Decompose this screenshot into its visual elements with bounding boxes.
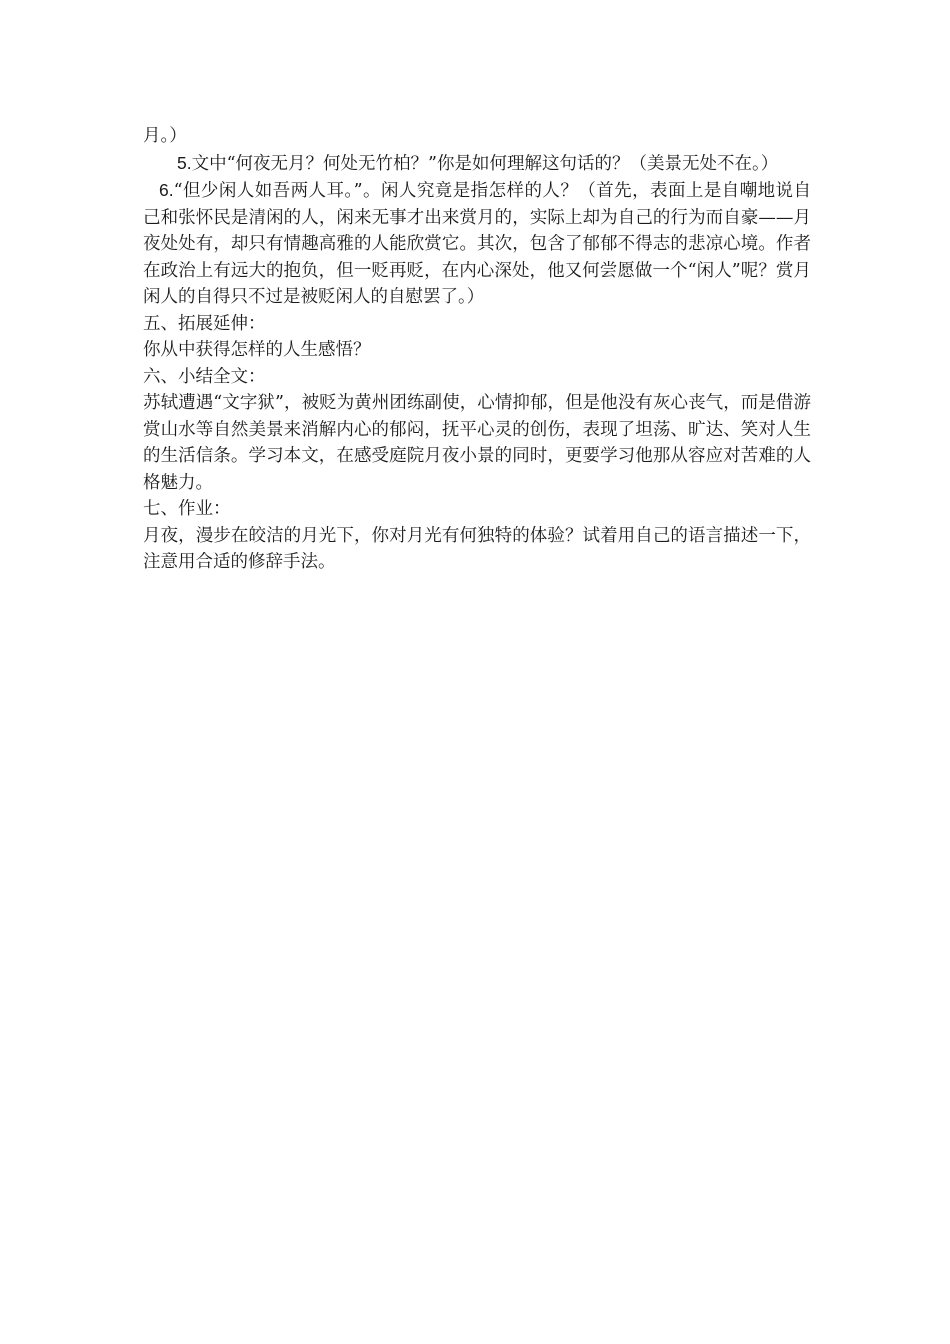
section-6-body: 苏轼遭遇“文字狱”，被贬为黄州团练副使，心情抑郁，但是他没有灰心丧气，而是借游赏山水等自然美景来消解内心的郁闷，抚平心灵的创伤，表现了坦荡、旷达、笑对人生的生活信条。学习本文，在感受庭院月夜小景的同时，更要学习他那从容应对苦难的人格魅力。	[143, 393, 811, 493]
question-5-number: 5.	[177, 152, 192, 173]
section-5-body: 你从中获得怎样的人生感悟？	[143, 340, 371, 360]
section-7-heading: 七、作业：	[143, 499, 231, 519]
question-5	[143, 150, 811, 178]
continuation-line: 月。）	[143, 126, 187, 146]
question-6-number: 6.	[159, 180, 174, 200]
section-6-heading: 六、小结全文：	[143, 366, 266, 387]
question-5-text: 文中“何夜无月？何处无竹柏？”你是如何理解这句话的？（美景无处不在。）	[191, 153, 779, 174]
section-5-heading: 五、拓展延伸：	[143, 313, 266, 334]
question-6-text: “但少闲人如吾两人耳。”。闲人究竟是指怎样的人？（首先，表面上是自嘲地说自己和张怀民是清闲的人，闲来无事才出来赏月的，实际上却为自己的行为而自豪——月夜处处有，却只有情趣高雅的人能欣赏它。其次，包含了郁郁不得志的悲凉心境。作者在政治上有远大的抱负，但一贬再贬，在内心深处，他又何尝愿做一个“闲人”呢？赏月闲人的自得只不过是被贬闲人的自慰罢了。）	[143, 181, 811, 307]
section-7-body: 月夜，漫步在皎洁的月光下，你对月光有何独特的体验？试着用自己的语言描述一下，注意用合适的修辞手法。	[143, 525, 811, 572]
document-body	[143, 123, 811, 576]
question-6	[143, 177, 811, 311]
